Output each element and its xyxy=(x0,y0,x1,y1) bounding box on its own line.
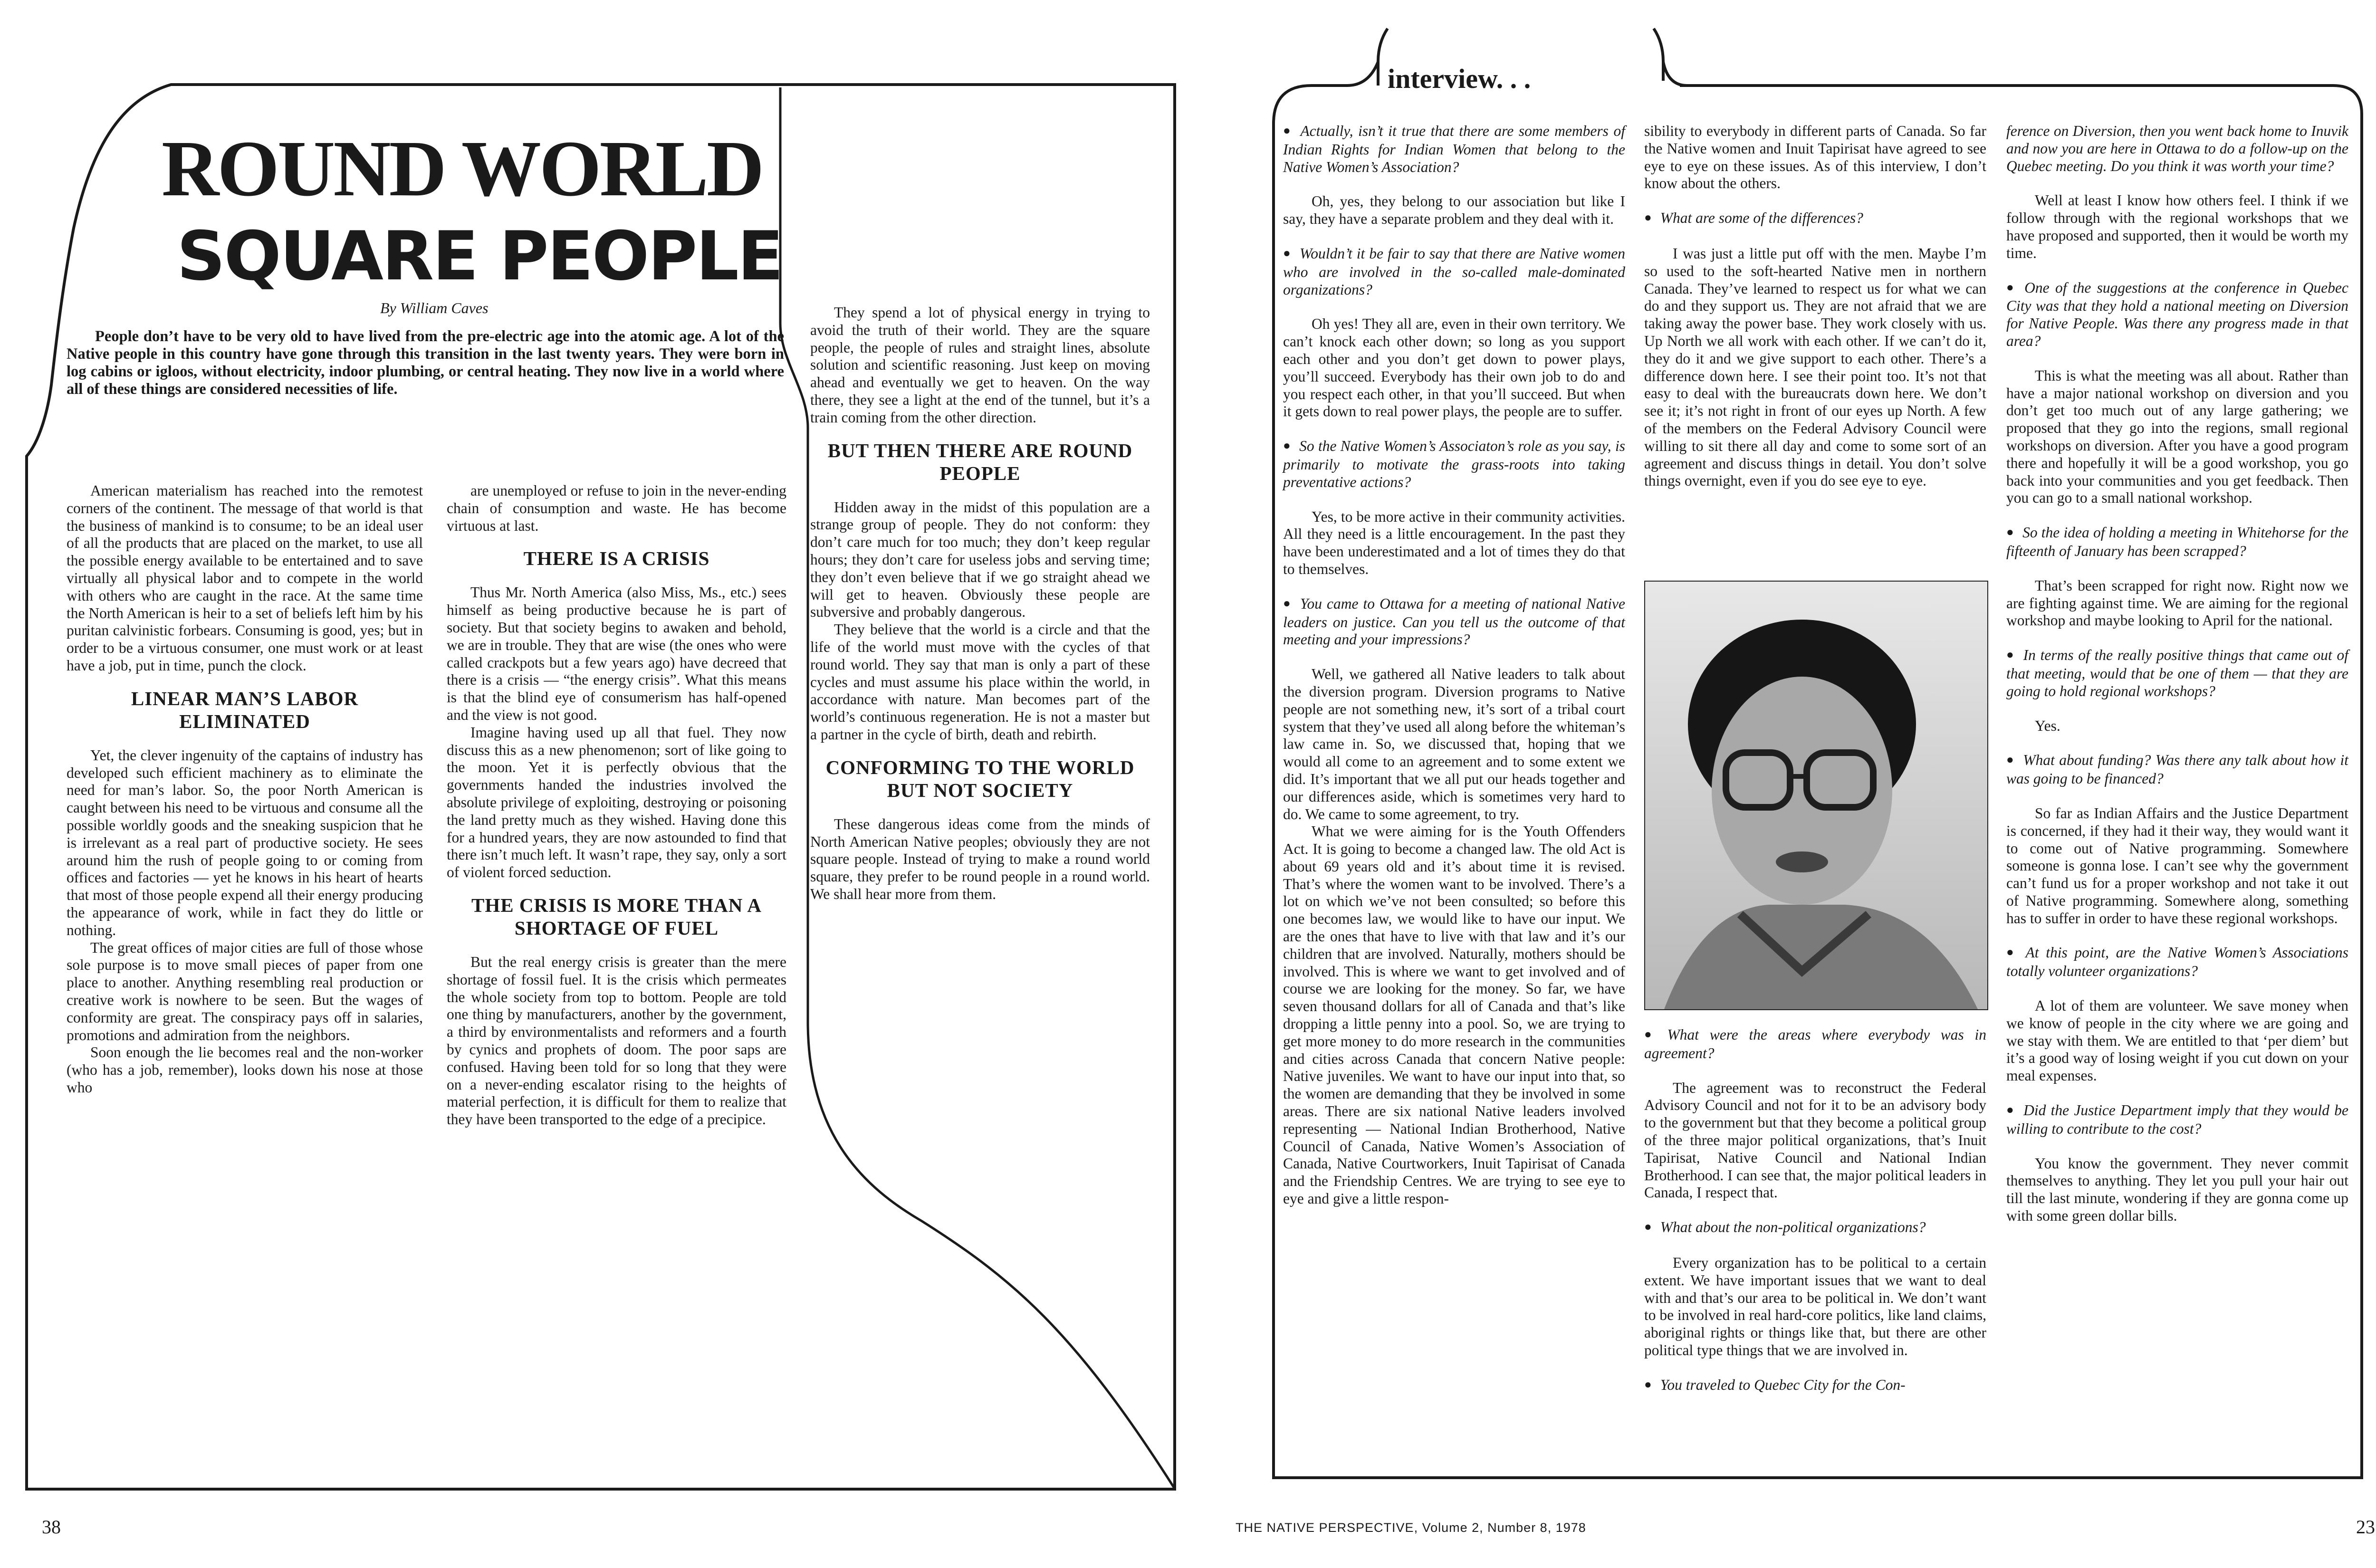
paragraph: Hidden away in the midst of this population are a strange group of people. They do not conform: they don’t care much for too much; they don’t keep regular hours; they don’t care for useless jobs and serving time; they don’t even believe that if we go straight ahead we will get to heaven. Obviously these people are subversive and probably dangerous. xyxy=(810,498,1150,621)
interview-answer: Every organization has to be political to a certain extent. We have important issues that we want to deal with and that’s our area to be political in. We don’t want to be involved in real hard-core politics, like land claims, aboriginal rights or things like that, but there are other political type things that we are involved in. xyxy=(1644,1254,1986,1358)
interview-question: ● Did the Justice Department imply that they would be willing to contribute to the cost? xyxy=(2006,1102,2348,1138)
interview-answer: Well at least I know how others feel. I think if we follow through with the regional workshops that we have proposed and supported, then it would be worth my time. xyxy=(2006,192,2348,261)
interview-question: ● You came to Ottawa for a meeting of national Native leaders on justice. Can you tell us the outcome of that meeting and your impressions? xyxy=(1283,595,1625,649)
interview-question: ● What about funding? Was there any talk about how it was going to be financed? xyxy=(2006,752,2348,788)
right-column-1 xyxy=(1283,123,1625,1208)
interview-question: ● What were the areas where everybody was in agreement? xyxy=(1644,1026,1986,1062)
left-column-3 xyxy=(810,304,1150,903)
interview-answer: You know the government. They never commit themselves to anything. They let you pull your hair out till the last minute, wondering if they are gonna come up with some green dollar bills. xyxy=(2006,1155,2348,1224)
interview-answer: This is what the meeting was all about. Rather than have a major national workshop on diversion and you don’t get too much out of any large gathering; we proposed that they go into the regions, small regional workshops on diversion. After you have a good program there and hopefully it will be a good workshop, you go back into your communities and you get feedback. Then you can go to a small national workshop. xyxy=(2006,367,2348,507)
interview-question: ● What are some of the differences? xyxy=(1644,210,1986,228)
interview-answer: The agreement was to reconstruct the Federal Advisory Council and not for it to be an advisory body to the government but that they become a political group of the three major political organizations, that’s Inuit Tapirisat, Native Council and National Indian Brotherhood. I can see that, the major political leaders in Canada, I respect that. xyxy=(1644,1079,1986,1201)
interview-question: ● In terms of the really positive things that came out of that meeting, would that be one of them — that they are going to hold regional workshops? xyxy=(2006,647,2348,700)
interview-answer: Yes. xyxy=(2035,717,2060,734)
interview-question: ● Actually, isn’t it true that there are some members of Indian Rights for Indian Women that belong to the Native Women’s Association? xyxy=(1283,123,1625,176)
interview-question: ference on Diversion, then you went back home to Inuvik and now you are here in Ottawa to do a follow-up on the Quebec meeting. Do you think it was worth your time? xyxy=(2006,123,2348,174)
interview-question: ● So the Native Women’s Associaton’s role as you say, is primarily to motivate the grass-roots into taking preventative actions? xyxy=(1283,438,1625,491)
interview-question: ● One of the suggestions at the conference in Quebec City was that they hold a national meeting on Diversion for Native People. Was there any progress made in that area? xyxy=(2006,279,2348,350)
interview-answer: sibility to everybody in different parts of Canada. So far the Native women and Inuit Tapirisat have agreed to see eye to eye on these issues. As of this interview, I don’t know about the others. xyxy=(1644,123,1986,192)
interview-answer: Oh yes! They all are, even in their own territory. We can’t knock each other down; so long as you support each other and you don’t get down to power plays, you’ll succeed. Everybody has their own job to do and you respect each other, in that you’ll succeed. But when it gets down to real power plays, the people are to suffer. xyxy=(1283,316,1625,420)
paragraph: Thus Mr. North America (also Miss, Ms., etc.) sees himself as being productive because he is part of society. But that society begins to awaken and behold, we are in trouble. They that are wise (the ones who were called crackpots but a few years ago) have decreed that there is a crisis — “the energy crisis”. What this means is that the blind eye of consumerism has half-opened and the view is not good. xyxy=(447,584,786,723)
section-heading: LINEAR MAN’S LABOR ELIMINATED xyxy=(131,687,359,732)
right-column-2-bottom xyxy=(1644,1026,1986,1395)
paragraph: But the real energy crisis is greater than the mere shortage of fossil fuel. It is the crisis which permeates the whole society from top to bottom. People are told one thing by manufacturers, another by the government, a third by environmentalists and reformers and a fourth by cynics and prophets of doom. The poor saps are confused. Having been told for so long that they were on a never-ending escalator rising to the heights of material perfection, it is difficult for them to realize that they have been transported to the edge of a precipice. xyxy=(447,953,786,1128)
magazine-footer: THE NATIVE PERSPECTIVE, Volume 2, Number 8, 1978 xyxy=(1236,1520,1586,1535)
interview-answer: Well, we gathered all Native leaders to talk about the diversion program. Diversion programs to Native people are not something new, it’s sort of a tribal court system that they’ve used all along before the whiteman’s law came in. So, we discussed that, hoping that we would all come to an agreement and to some extent we did. It’s important that we all put our heads together and our differences aside, which is sometimes very hard to do. We came to some agreement, to try. xyxy=(1283,666,1625,822)
interview-answer: What we were aiming for is the Youth Offenders Act. It is going to become a changed law. The old Act is about 69 years old and it’s about time it is revised. That’s where the women want to be involved. There’s a lot on which we’ve not been consulted; so before this one becomes law, we would like to have our input. We are the ones that have to live with that law and it’s our children that are involved. Naturally, mothers should be involved. This is where we want to get involved and of course we are looking for the money. So far, we have seven thousand dollars for all of Canada and that’s like dropping a little penny into a pool. So, we are trying to get more money to do more research in the communities and cities across Canada that concern Native people: Native juveniles. We want to have our input into that, so the women are demanding that they be involved in some areas. There are six national Native leaders involved representing — National Indian Brotherhood, Native Council of Canada, Native Women’s Association of Canada, Native Courtworkers, Inuit Tapirisat of Canada and the Friendship Centres. We are trying to see eye to eye and give a little respon- xyxy=(1283,823,1625,1207)
page-number-right: 23 xyxy=(2356,1516,2375,1538)
paragraph: Soon enough the lie becomes real and the non-worker (who has a job, remember), looks down his nose at those who xyxy=(67,1044,423,1096)
byline: By William Caves xyxy=(380,299,489,316)
interview-question: ● So the idea of holding a meeting in Whitehorse for the fifteenth of January has been scrapped? xyxy=(2006,524,2348,560)
paragraph: They believe that the world is a circle and that the life of the world must move with the cycles of that round world. They say that man is only a part of these cycles and must assume his place within the world, in accordance with nature. Man becomes part of the world’s continuous regeneration. He is not a master but a partner in the cycle of birth, death and rebirth. xyxy=(810,621,1150,743)
interview-question: ● What about the non-political organizations? xyxy=(1644,1219,1986,1237)
section-heading: CONFORMING TO THE WORLD BUT NOT SOCIETY xyxy=(825,756,1135,801)
section-heading: THERE IS A CRISIS xyxy=(523,547,710,570)
page-number-left: 38 xyxy=(42,1516,61,1538)
interview-question: ● At this point, are the Native Women’s Associations totally volunteer organizations? xyxy=(2006,944,2348,980)
interview-question: ● You traveled to Quebec City for the Con- xyxy=(1644,1377,1986,1395)
interviewee-photo xyxy=(1644,581,1988,1010)
paragraph: The great offices of major cities are full of those whose sole purpose is to move small pieces of paper from one place to another. Anything resembling real production or creative work is nowhere to be seen. But the wages of conformity are great. The conspiracy pays off in salaries, promotions and admiration from the neighbors. xyxy=(67,939,423,1043)
left-column-2 xyxy=(447,482,786,1128)
paragraph: are unemployed or refuse to join in the never-ending chain of consumption and waste. He has become virtuous at last. xyxy=(447,482,786,534)
right-column-2-top xyxy=(1644,123,1986,490)
right-column-3 xyxy=(2006,123,2348,1225)
interview-answer: Oh, yes, they belong to our association but like I say, they have a separate problem and they deal with it. xyxy=(1283,193,1625,228)
intro-paragraph: People don’t have to be very old to have lived from the pre-electric age into the atomic age. A lot of the Native people in this country have gone through this transition in the last twenty years. They were born in log cabins or igloos, without electricity, indoor plumbing, or central heating. They now live in a world where all of these things are considered necessities of life. xyxy=(67,328,784,398)
interview-question: ● Wouldn’t it be fair to say that there are Native women who are involved in the so-called male-dominated organizations? xyxy=(1283,245,1625,298)
title-line-2: SQUARE PEOPLE xyxy=(177,217,782,296)
interview-answer: Yes, to be more active in their community activities. All they need is a little encouragement. In the past they have been underestimated and a lot of times they do that to themselves. xyxy=(1283,508,1625,577)
portrait-image xyxy=(1645,582,1987,1009)
section-heading: THE CRISIS IS MORE THAN A SHORTAGE OF FUEL xyxy=(471,894,762,939)
left-column-1 xyxy=(67,482,423,1097)
section-heading: BUT THEN THERE ARE ROUND PEOPLE xyxy=(827,439,1133,484)
interview-answer: So far as Indian Affairs and the Justice Department is concerned, if they had it their way, they would want it to come out of Native programming. Somewhere someone is gonna lose. I can’t see why the government can’t fund us for a proper workshop and not take it out of Native programming. Somewhere along, something has to suffer in order to have these regional workshops. xyxy=(2006,804,2348,927)
interview-answer: That’s been scrapped for right now. Right now we are fighting against time. We are aiming for the regional workshop and maybe looking to April for the national. xyxy=(2006,577,2348,629)
paragraph: Yet, the clever ingenuity of the captains of industry has developed such efficient machinery as to eliminate the need for man’s labor. So, the poor North American is caught between his need to be virtuous and consume all the possible worldly goods and the sneaking suspicion that he is irrelevant as a real part of productive society. He sees around him the rush of people going to or coming from offices and factories — yet he knows in his heart of hearts that most of those people expend all their energy producing the appearance of work, while in fact they do little or nothing. xyxy=(67,746,423,938)
paragraph: They spend a lot of physical energy in trying to avoid the truth of their world. They are the square people, the people of rules and straight lines, absolute solution and scientific reasoning. Just keep on moving ahead and eventually we get to heaven. On the way there, they see a light at the end of the tunnel, but it’s a train coming from the other direction. xyxy=(810,304,1150,426)
paragraph: American materialism has reached into the remotest corners of the continent. The message of that world is that the business of mankind is to consume; to be an ideal user of all the products that are placed on the market, to use all the possible energy available to be entertained and to save virtually all physical labor and to compete in the world with others who are caught in the race. At the same time the North American is heir to a set of beliefs left him by his puritan calvinistic forbears. Consuming is good, yes; but in order to be a virtuous consumer, one must work or at least have a job, put in time, punch the clock. xyxy=(67,482,423,674)
paragraph: Imagine having used up all that fuel. They now discuss this as a new phenomenon; sort of like going to the moon. Yet it is perfectly obvious that the governments handed the industries involved the absolute privilege of exploiting, destroying or poisoning the land pretty much as they wished. Having done this for a hundred years, they are now astounded to find that there isn’t much left. It wasn’t rape, they say, only a sort of violent forced seduction. xyxy=(447,724,786,881)
section-tab-label: interview. . . xyxy=(1388,63,1531,94)
interview-answer: I was just a little put off with the men. Maybe I’m so used to the soft-hearted Native men in northern Canada. They’ve learned to respect us for what we can do and they support us. They are not afraid that we are taking away the power base. They work closely with us. Up North we all work with each other. If we can’t do it, they do it and we give support to each other. There’s a difference down here. I see their point too. It’s not that easy to deal with the bureaucrats down here. We don’t see it; it’s not right in front of our eyes up North. A few of the members on the Federal Advisory Council were willing to sit there all day and come to some sort of an agreement and discuss things in detail. You don’t solve things overnight, even if you do see eye to eye. xyxy=(1644,245,1986,489)
title-line-1: ROUND WORLD xyxy=(162,124,763,213)
paragraph: These dangerous ideas come from the minds of North American Native peoples; obviously they are not square people. Instead of trying to make a round world square, they prefer to be round people in a round world. We shall hear more from them. xyxy=(810,815,1150,902)
interview-answer: A lot of them are volunteer. We save money when we know of people in the city where we are going and we stay with them. We are entitled to that ‘per diem’ but it’s a good way of losing weight if you cut down on your meal expenses. xyxy=(2006,997,2348,1084)
